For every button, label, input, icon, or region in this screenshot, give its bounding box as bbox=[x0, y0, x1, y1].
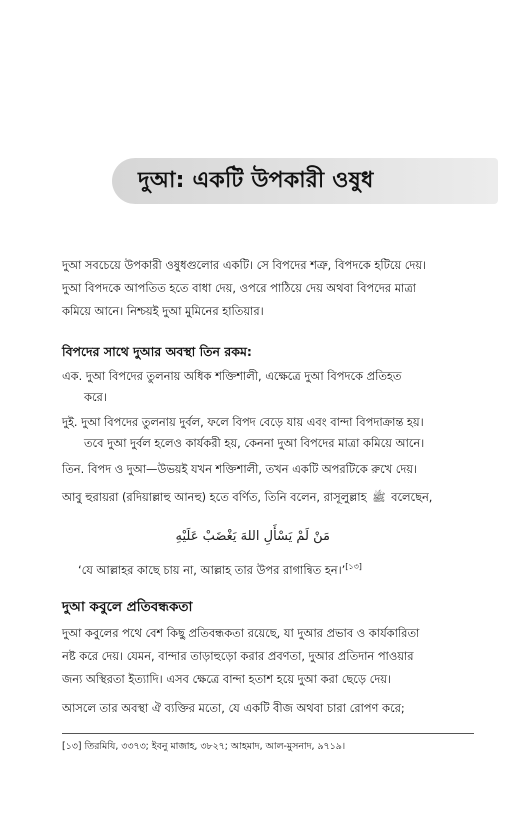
hadith-narration bbox=[62, 486, 482, 509]
salutation-glyph: ﷺ bbox=[372, 491, 386, 504]
list-item bbox=[62, 412, 472, 454]
hadith-translation bbox=[78, 556, 478, 581]
body-line: নষ্ট করে দেয়। যেমন, বান্দার তাড়াহুড়ো করার প্রবণতা, দুআর প্রতিদান পাওয়ার bbox=[62, 649, 414, 663]
list-item-line: দুই. দুআ বিপদের তুলনায় দুর্বল, ফলে বিপদ বেড়ে যায় এবং বান্দা বিপদাক্রান্ত হয়। bbox=[62, 415, 424, 429]
list-item bbox=[62, 459, 472, 480]
arabic-hadith: مَنْ لَمْ يَسْأَلِ اللهَ يَغْضَبْ عَلَيْهِ bbox=[175, 529, 330, 544]
intro-paragraph bbox=[62, 254, 472, 323]
section-heading: দুআ কবুলে প্রতিবন্ধকতা bbox=[62, 599, 193, 615]
footnote: [১৩] তিরমিযি, ৩৩৭৩; ইবনু মাজাহ, ৩৮২৭; আহমাদ, আল-মুসনাদ, ৯৭১৯। bbox=[62, 741, 346, 752]
list-item-line: তিন. বিপদ ও দুআ—উভয়ই যখন শক্তিশালী, তখন একটি অপরটিকে রুখে দেয়। bbox=[62, 462, 418, 476]
body-line: জন্য অস্থিরতা ইত্যাদি। এসব ক্ষেত্রে বান্দা হতাশ হয়ে দুআ করা ছেড়ে দেয়। bbox=[62, 672, 391, 686]
intro-line: কমিয়ে আনে। নিশ্চয়ই দুআ মুমিনের হাতিয়ার। bbox=[62, 304, 264, 318]
chapter-title: দুআ: একটি উপকারী ওষুধ bbox=[138, 168, 374, 193]
footnote-ref: [১৩] bbox=[345, 562, 362, 571]
list-item bbox=[62, 366, 472, 408]
body-paragraph bbox=[62, 622, 474, 691]
footnote-divider bbox=[62, 733, 474, 734]
narration-text-end: বলেছেন, bbox=[391, 490, 433, 504]
intro-line: দুআ বিপদকে আপতিত হতে বাধা দেয়, ওপরে পাঠিয়ে দেয় অথবা বিপদের মাত্রা bbox=[62, 281, 416, 295]
list-item-line: করে। bbox=[84, 390, 107, 404]
list-item-line: তবে দুআ দুর্বল হলেও কার্যকরী হয়, কেননা দুআ বিপদের মাত্রা কমিয়ে আনে। bbox=[84, 436, 425, 450]
translation-text: ‘যে আল্লাহর কাছে চায় না, আল্লাহ তার উপর রাগান্বিত হন।’ bbox=[78, 562, 346, 577]
body-line: দুআ কবুলের পথে বেশ কিছু প্রতিবন্ধকতা রয়েছে, যা দুআর প্রভাব ও কার্যকারিতা bbox=[62, 626, 420, 640]
list-item-line: এক. দুআ বিপদের তুলনায় অধিক শক্তিশালী, এক্ষেত্রে দুআ বিপদকে প্রতিহত bbox=[62, 369, 402, 383]
intro-line: দুআ সবচেয়ে উপকারী ওষুধগুলোর একটি। সে বিপদের শত্রু, বিপদকে হটিয়ে দেয়। bbox=[62, 258, 427, 272]
body-line: আসলে তার অবস্থা ঐ ব্যক্তির মতো, যে একটি বীজ অথবা চারা রোপণ করে; bbox=[62, 701, 405, 715]
narration-text: আবু হুরায়রা (রদিয়াল্লাহু আনহু) হতে বর্ণিত, তিনি বলেন, রাসূলুল্লাহ bbox=[62, 490, 367, 504]
section-heading: বিপদের সাথে দুআর অবস্থা তিন রকম: bbox=[62, 344, 252, 359]
